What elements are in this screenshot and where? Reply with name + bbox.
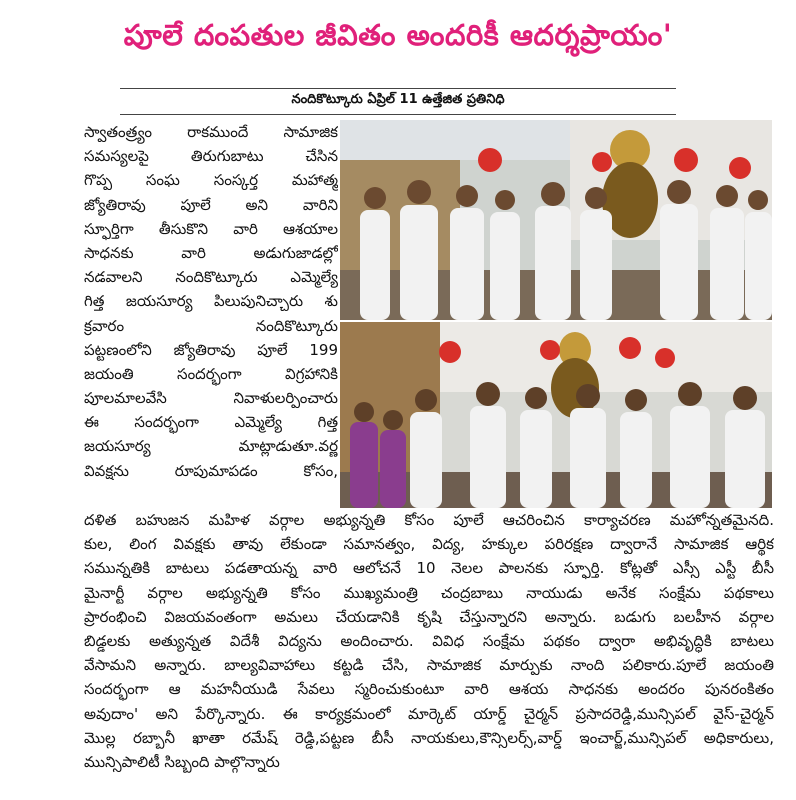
article-line: గిత్త జయసూర్య పిలుపునిచ్చారు శు xyxy=(84,292,338,311)
article-line: జయంతి సందర్భంగా విగ్రహానికి xyxy=(84,364,338,383)
article-line: సాధనకు వారి అడుగుజాడల్లో xyxy=(84,243,338,262)
article-line: ఈ సందర్భంగా ఎమ్మెల్యే గిత్త xyxy=(84,413,338,432)
article-full-width xyxy=(84,508,774,774)
article-line: నడవాలని నందికొట్కూరు ఎమ్మెల్యే xyxy=(84,268,338,287)
dateline-bottom-rule xyxy=(120,114,676,115)
article-column xyxy=(84,120,338,483)
article-line: దళిత బహుజన మహిళ వర్గాల అభ్యున్నతి కోసం పూలే ఆచరించిన కార్యాచరణ మహోన్నతమైనది. xyxy=(84,511,774,529)
article-line: వివక్షను రూపుమాపడం కోసం, xyxy=(84,461,338,480)
article-line: జయసూర్య మాట్లాడుతూ.వర్ణ xyxy=(84,437,338,456)
headline: పూలే దంపతుల జీవితం అందరికీ ఆదర్శప్రాయం' xyxy=(123,18,673,52)
dateline: నందికొట్కూరు ఏప్రిల్ 11 ఉత్తేజిత ప్రతినిధి xyxy=(291,92,505,107)
article-line: స్ఫూర్తిగా తీసుకొని వారి ఆశయాల xyxy=(84,219,338,238)
article-line: సమస్యలపై తిరుగుబాటు చేసిన xyxy=(84,147,338,166)
article-line: మైనార్టీ వర్గాల అభ్యున్నతి కోసం ముఖ్యమంత్రి చంద్రబాబు నాయుడు అనేక సంక్షేమ పథకాలు xyxy=(84,583,774,602)
article-line: పూలమాలవేసి నివాళులర్పించారు xyxy=(84,389,338,408)
article-line: సమున్నతికి బాటలు పడతాయన్న వారి ఆలోచనే 10 నెలల పాలనకు స్ఫూర్తి. కోట్లతో ఎస్సీ ఎస్టీ బీసీ xyxy=(84,559,774,578)
article-line: జ్యోతిరావు పూలే అని వారిని xyxy=(84,195,338,214)
article-line: ప్రారంభించి విజయవంతంగా అమలు చేయడానికి కృషి చేస్తున్నారని అన్నారు. బడుగు బలహీన వర్గాల xyxy=(84,607,774,626)
event-photo-top xyxy=(340,120,772,320)
article-line: గొప్ప సంఘ సంస్కర్త మహాత్మ xyxy=(84,171,338,190)
article-line: కుల, లింగ వివక్షకు తావు లేకుండా సమానత్వం, విద్య, హక్కుల పరిరక్షణ ద్వారానే సామాజిక ఆర్థిక xyxy=(84,535,774,554)
article-line: స్వాతంత్ర్యం రాకముందే సామాజిక xyxy=(84,123,338,141)
article-line: వేసామని అన్నారు. బాల్యవివాహాలు కట్టడి చేసి, సామాజిక మార్పుకు నాంది పలికారు.పూలే జయంతి xyxy=(84,656,774,675)
article-line: పట్టణంలోని జ్యోతిరావు పూలే 199 xyxy=(84,340,338,359)
article-line: బిడ్డలకు అత్యున్నత విదేశీ విద్యను అందించారు. వివిధ సంక్షేమ పథకం ద్వారా అభివృద్ధికి బాటలు xyxy=(84,631,774,650)
article-line: మున్సిపాలిటీ సిబ్బంది పాల్గొన్నారు xyxy=(84,752,280,771)
article-line: క్రవారం నందికొట్కూరు xyxy=(84,316,338,335)
dateline-top-rule xyxy=(120,88,676,89)
article-line: సందర్భంగా ఆ మహనీయుడి సేవలు స్మరించుకుంటూ వారి ఆశయ సాధనకు అందరం పునరంకితం xyxy=(84,680,774,699)
article-line: అవుదాం' అని పేర్కొన్నారు. ఈ కార్యక్రమంలో మార్కెట్ యార్డ్ చైర్మన్ ప్రసాదరెడ్డి,మున్సిపల్ వైస్-చైర్మన్ xyxy=(84,704,774,723)
article-line: మొల్ల రబ్బానీ ఖాతా రమేష్ రెడ్డి,పట్టణ బీసీ నాయకులు,కౌన్సిలర్స్,వార్డ్ ఇంచార్జ్,మున్సిపల్ అధికారులు, xyxy=(84,728,774,747)
event-photo-bottom xyxy=(340,322,772,508)
